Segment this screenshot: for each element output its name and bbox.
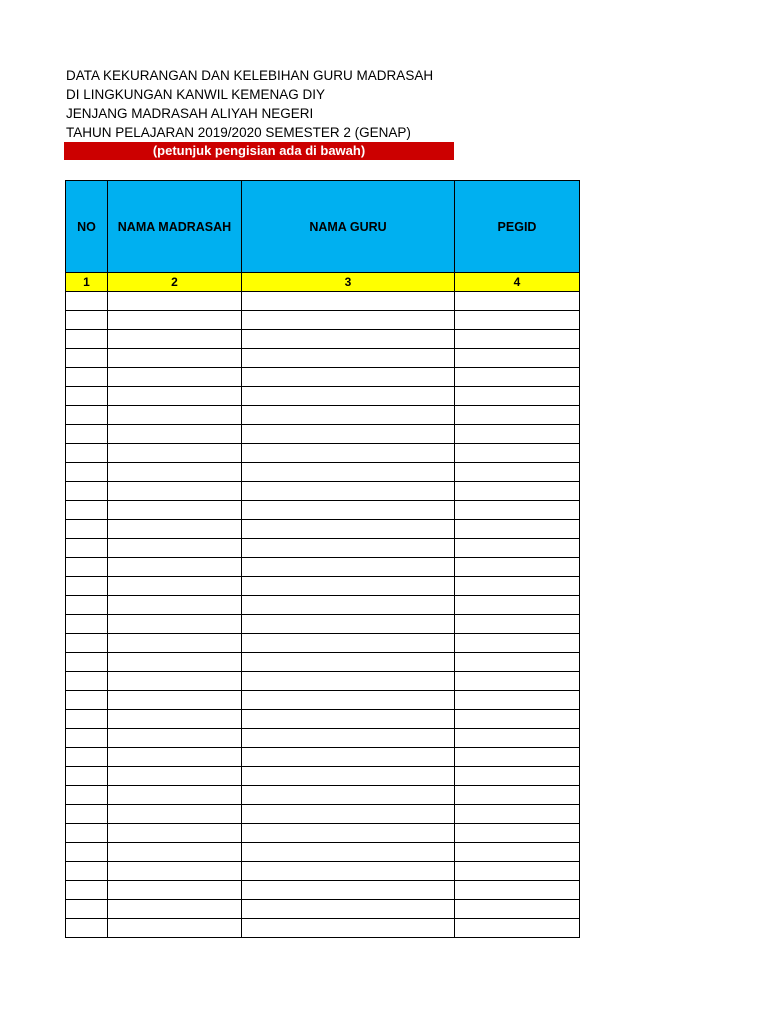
- header-no: NO: [66, 181, 108, 273]
- cell-nama-madrasah[interactable]: [108, 311, 242, 330]
- cell-nama-madrasah[interactable]: [108, 805, 242, 824]
- cell-nama-madrasah[interactable]: [108, 558, 242, 577]
- cell-no[interactable]: [66, 368, 108, 387]
- table-row: [66, 919, 580, 938]
- title-line-3: JENJANG MADRASAH ALIYAH NEGERI: [66, 106, 314, 121]
- cell-pegid[interactable]: [455, 634, 580, 653]
- cell-pegid[interactable]: [455, 615, 580, 634]
- cell-nama-madrasah[interactable]: [108, 406, 242, 425]
- cell-no[interactable]: [66, 577, 108, 596]
- cell-nama-madrasah[interactable]: [108, 501, 242, 520]
- cell-no[interactable]: [66, 748, 108, 767]
- cell-pegid[interactable]: [455, 767, 580, 786]
- cell-pegid[interactable]: [455, 862, 580, 881]
- cell-nama-guru[interactable]: [242, 691, 455, 710]
- cell-no[interactable]: [66, 710, 108, 729]
- cell-pegid[interactable]: [455, 425, 580, 444]
- cell-no[interactable]: [66, 653, 108, 672]
- cell-nama-guru[interactable]: [242, 311, 455, 330]
- cell-nama-guru[interactable]: [242, 539, 455, 558]
- cell-nama-madrasah[interactable]: [108, 691, 242, 710]
- table-row: [66, 596, 580, 615]
- cell-pegid[interactable]: [455, 539, 580, 558]
- cell-pegid[interactable]: [455, 330, 580, 349]
- cell-pegid[interactable]: [455, 292, 580, 311]
- header-nama-madrasah: NAMA MADRASAH: [108, 181, 242, 273]
- header-pegid: PEGID: [455, 181, 580, 273]
- table-row: [66, 406, 580, 425]
- cell-no[interactable]: [66, 843, 108, 862]
- cell-nama-madrasah[interactable]: [108, 615, 242, 634]
- cell-nama-madrasah[interactable]: [108, 330, 242, 349]
- table-row: [66, 577, 580, 596]
- cell-nama-madrasah[interactable]: [108, 444, 242, 463]
- cell-nama-madrasah[interactable]: [108, 767, 242, 786]
- table-row: [66, 843, 580, 862]
- cell-no[interactable]: [66, 425, 108, 444]
- cell-no[interactable]: [66, 767, 108, 786]
- cell-no[interactable]: [66, 900, 108, 919]
- table-row: [66, 729, 580, 748]
- cell-pegid[interactable]: [455, 444, 580, 463]
- column-number-3: 3: [242, 273, 455, 292]
- instruction-banner: (petunjuk pengisian ada di bawah): [64, 142, 454, 160]
- table-row: [66, 292, 580, 311]
- cell-nama-guru[interactable]: [242, 767, 455, 786]
- cell-pegid[interactable]: [455, 368, 580, 387]
- cell-pegid[interactable]: [455, 748, 580, 767]
- cell-nama-madrasah[interactable]: [108, 786, 242, 805]
- cell-nama-guru[interactable]: [242, 843, 455, 862]
- cell-pegid[interactable]: [455, 824, 580, 843]
- cell-pegid[interactable]: [455, 463, 580, 482]
- cell-nama-guru[interactable]: [242, 444, 455, 463]
- cell-nama-guru[interactable]: [242, 558, 455, 577]
- cell-no[interactable]: [66, 729, 108, 748]
- cell-nama-madrasah[interactable]: [108, 672, 242, 691]
- cell-no[interactable]: [66, 387, 108, 406]
- document-title-block: [66, 66, 486, 142]
- cell-nama-madrasah[interactable]: [108, 919, 242, 938]
- header-nama-guru: NAMA GURU: [242, 181, 455, 273]
- cell-no[interactable]: [66, 786, 108, 805]
- cell-nama-guru[interactable]: [242, 387, 455, 406]
- cell-nama-madrasah[interactable]: [108, 520, 242, 539]
- cell-pegid[interactable]: [455, 900, 580, 919]
- cell-no[interactable]: [66, 558, 108, 577]
- table-row: [66, 615, 580, 634]
- table-row: [66, 501, 580, 520]
- cell-nama-guru[interactable]: [242, 615, 455, 634]
- cell-nama-madrasah[interactable]: [108, 425, 242, 444]
- cell-nama-madrasah[interactable]: [108, 824, 242, 843]
- column-number-row: [66, 273, 580, 292]
- table-row: [66, 368, 580, 387]
- table-row: [66, 824, 580, 843]
- table-row: [66, 425, 580, 444]
- cell-nama-madrasah[interactable]: [108, 634, 242, 653]
- teacher-data-table: [65, 180, 580, 938]
- table-row: [66, 482, 580, 501]
- title-line-4: TAHUN PELAJARAN 2019/2020 SEMESTER 2 (GENAP): [66, 125, 411, 140]
- cell-pegid[interactable]: [455, 881, 580, 900]
- cell-nama-guru[interactable]: [242, 748, 455, 767]
- cell-nama-guru[interactable]: [242, 463, 455, 482]
- table-row: [66, 330, 580, 349]
- cell-nama-guru[interactable]: [242, 520, 455, 539]
- cell-no[interactable]: [66, 691, 108, 710]
- cell-no[interactable]: [66, 311, 108, 330]
- cell-nama-guru[interactable]: [242, 368, 455, 387]
- table-row: [66, 748, 580, 767]
- cell-pegid[interactable]: [455, 653, 580, 672]
- cell-nama-guru[interactable]: [242, 577, 455, 596]
- cell-nama-madrasah[interactable]: [108, 349, 242, 368]
- cell-nama-madrasah[interactable]: [108, 539, 242, 558]
- table-row: [66, 881, 580, 900]
- cell-no[interactable]: [66, 672, 108, 691]
- cell-pegid[interactable]: [455, 558, 580, 577]
- cell-pegid[interactable]: [455, 596, 580, 615]
- cell-pegid[interactable]: [455, 843, 580, 862]
- cell-pegid[interactable]: [455, 729, 580, 748]
- cell-no[interactable]: [66, 444, 108, 463]
- title-line-1: DATA KEKURANGAN DAN KELEBIHAN GURU MADRASAH: [66, 68, 434, 83]
- table-row: [66, 539, 580, 558]
- table-row: [66, 786, 580, 805]
- cell-pegid[interactable]: [455, 501, 580, 520]
- cell-nama-guru[interactable]: [242, 596, 455, 615]
- table-row: [66, 634, 580, 653]
- cell-no[interactable]: [66, 463, 108, 482]
- column-number-2: 2: [108, 273, 242, 292]
- cell-nama-guru[interactable]: [242, 501, 455, 520]
- cell-nama-madrasah[interactable]: [108, 748, 242, 767]
- cell-nama-guru[interactable]: [242, 425, 455, 444]
- table-row: [66, 862, 580, 881]
- cell-nama-madrasah[interactable]: [108, 292, 242, 311]
- cell-nama-guru[interactable]: [242, 786, 455, 805]
- cell-nama-guru[interactable]: [242, 919, 455, 938]
- cell-nama-guru[interactable]: [242, 862, 455, 881]
- cell-no[interactable]: [66, 805, 108, 824]
- cell-pegid[interactable]: [455, 805, 580, 824]
- table-row: [66, 767, 580, 786]
- cell-no[interactable]: [66, 824, 108, 843]
- cell-nama-madrasah[interactable]: [108, 881, 242, 900]
- cell-no[interactable]: [66, 596, 108, 615]
- cell-nama-guru[interactable]: [242, 349, 455, 368]
- table-row: [66, 520, 580, 539]
- table-row: [66, 672, 580, 691]
- cell-no[interactable]: [66, 482, 108, 501]
- cell-no[interactable]: [66, 520, 108, 539]
- table-row: [66, 710, 580, 729]
- cell-no[interactable]: [66, 881, 108, 900]
- cell-pegid[interactable]: [455, 691, 580, 710]
- cell-nama-madrasah[interactable]: [108, 463, 242, 482]
- cell-nama-guru[interactable]: [242, 482, 455, 501]
- cell-no[interactable]: [66, 634, 108, 653]
- cell-no[interactable]: [66, 406, 108, 425]
- cell-pegid[interactable]: [455, 786, 580, 805]
- cell-nama-madrasah[interactable]: [108, 900, 242, 919]
- table-row: [66, 900, 580, 919]
- cell-pegid[interactable]: [455, 311, 580, 330]
- cell-nama-guru[interactable]: [242, 634, 455, 653]
- column-number-1: 1: [66, 273, 108, 292]
- cell-no[interactable]: [66, 539, 108, 558]
- title-line-2: DI LINGKUNGAN KANWIL KEMENAG DIY: [66, 87, 326, 102]
- cell-nama-guru[interactable]: [242, 900, 455, 919]
- cell-nama-madrasah[interactable]: [108, 710, 242, 729]
- cell-nama-guru[interactable]: [242, 653, 455, 672]
- cell-no[interactable]: [66, 919, 108, 938]
- cell-pegid[interactable]: [455, 482, 580, 501]
- cell-no[interactable]: [66, 349, 108, 368]
- cell-nama-guru[interactable]: [242, 292, 455, 311]
- cell-nama-guru[interactable]: [242, 729, 455, 748]
- cell-pegid[interactable]: [455, 406, 580, 425]
- cell-nama-madrasah[interactable]: [108, 596, 242, 615]
- table-row: [66, 653, 580, 672]
- column-number-4: 4: [455, 273, 580, 292]
- table-row: [66, 691, 580, 710]
- cell-nama-guru[interactable]: [242, 672, 455, 691]
- cell-pegid[interactable]: [455, 672, 580, 691]
- header-row: [66, 181, 580, 273]
- cell-no[interactable]: [66, 615, 108, 634]
- cell-nama-madrasah[interactable]: [108, 729, 242, 748]
- table-row: [66, 444, 580, 463]
- cell-nama-madrasah[interactable]: [108, 482, 242, 501]
- cell-pegid[interactable]: [455, 387, 580, 406]
- cell-no[interactable]: [66, 330, 108, 349]
- cell-pegid[interactable]: [455, 520, 580, 539]
- table-row: [66, 349, 580, 368]
- cell-nama-guru[interactable]: [242, 406, 455, 425]
- table-row: [66, 387, 580, 406]
- cell-nama-guru[interactable]: [242, 881, 455, 900]
- cell-no[interactable]: [66, 862, 108, 881]
- cell-nama-madrasah[interactable]: [108, 387, 242, 406]
- cell-pegid[interactable]: [455, 919, 580, 938]
- cell-no[interactable]: [66, 292, 108, 311]
- cell-nama-madrasah[interactable]: [108, 653, 242, 672]
- cell-pegid[interactable]: [455, 349, 580, 368]
- cell-nama-madrasah[interactable]: [108, 368, 242, 387]
- table-row: [66, 805, 580, 824]
- cell-nama-guru[interactable]: [242, 824, 455, 843]
- cell-nama-madrasah[interactable]: [108, 577, 242, 596]
- cell-pegid[interactable]: [455, 710, 580, 729]
- cell-nama-madrasah[interactable]: [108, 862, 242, 881]
- table-body: [66, 292, 580, 938]
- cell-pegid[interactable]: [455, 577, 580, 596]
- table-row: [66, 558, 580, 577]
- cell-nama-madrasah[interactable]: [108, 843, 242, 862]
- table-row: [66, 311, 580, 330]
- cell-nama-guru[interactable]: [242, 805, 455, 824]
- cell-nama-guru[interactable]: [242, 710, 455, 729]
- table-row: [66, 463, 580, 482]
- cell-no[interactable]: [66, 501, 108, 520]
- cell-nama-guru[interactable]: [242, 330, 455, 349]
